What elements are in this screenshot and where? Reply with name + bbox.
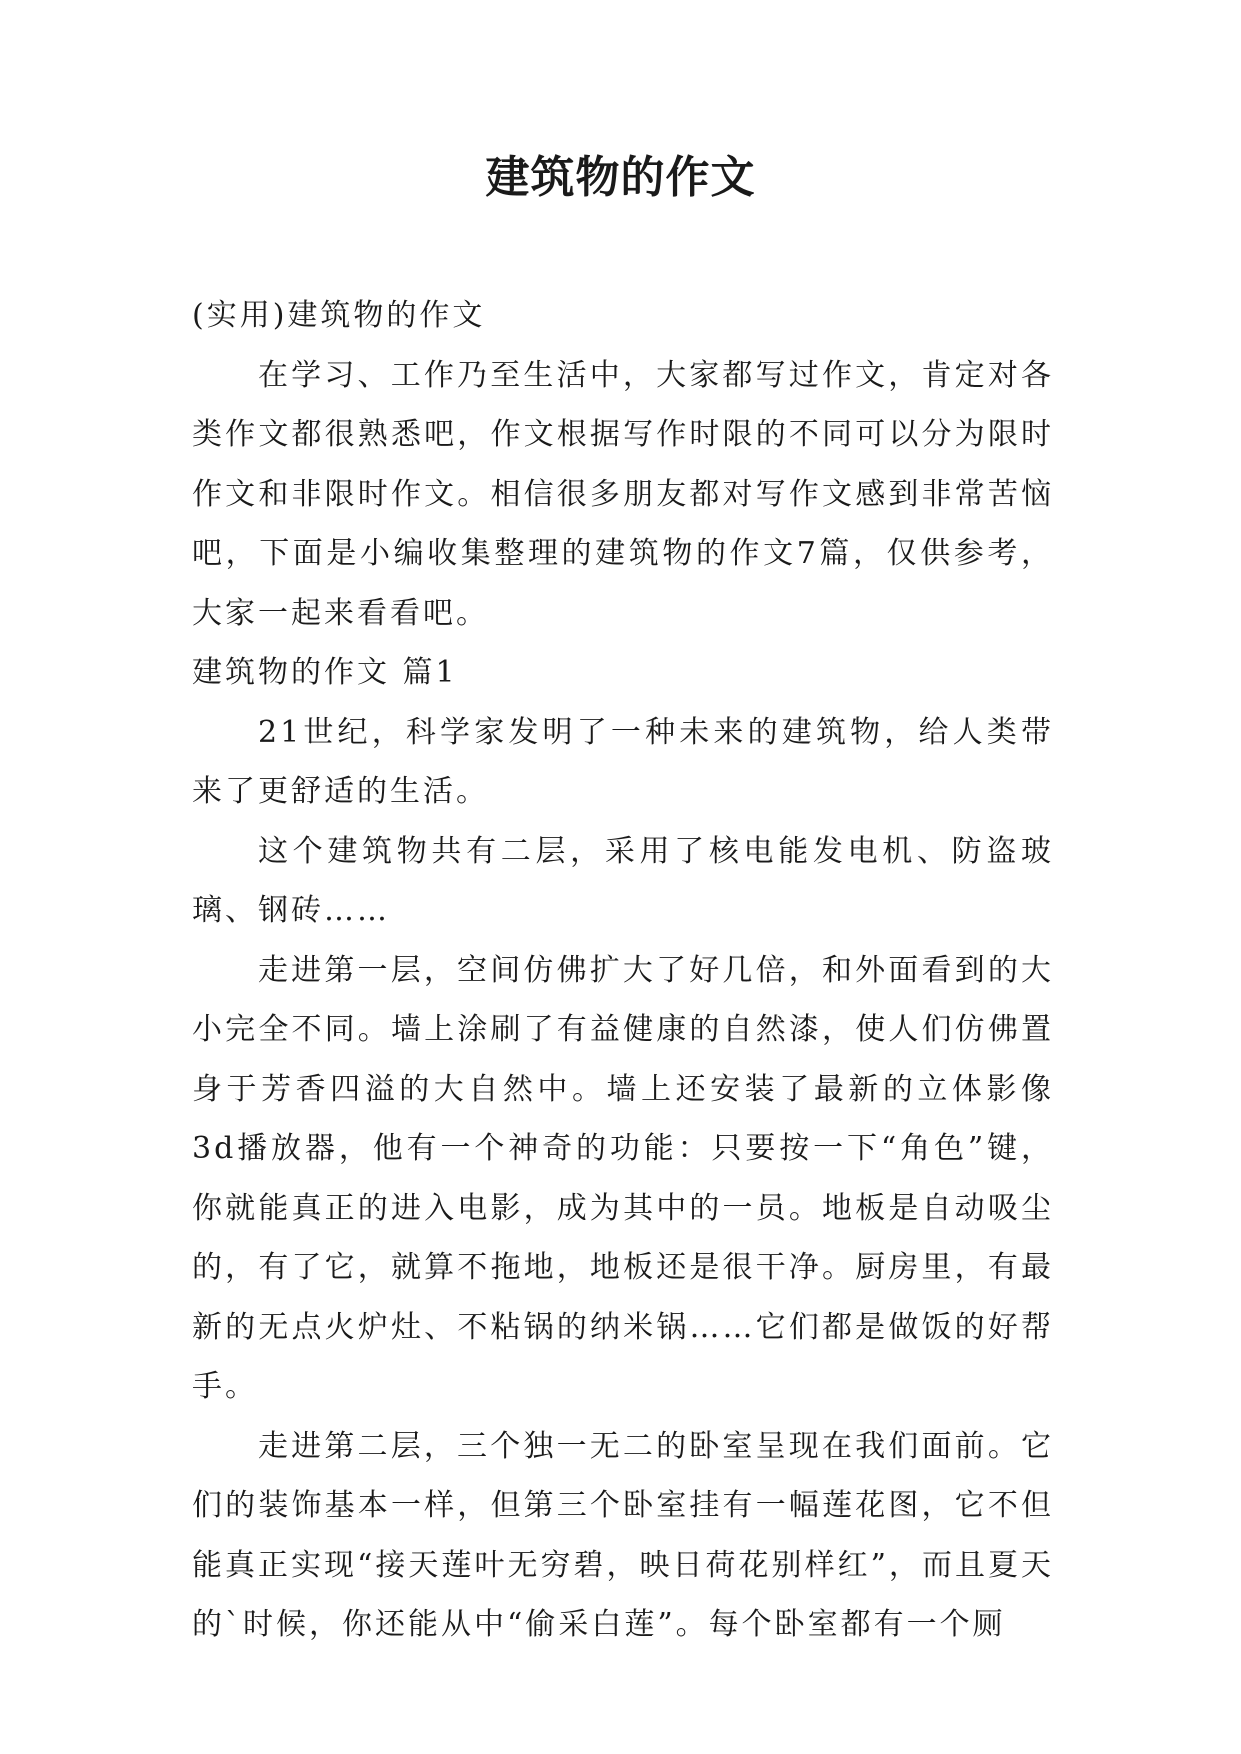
document-body bbox=[192, 286, 1054, 1655]
body-paragraph: 21世纪，科学家发明了一种未来的建筑物，给人类带来了更舒适的生活。 bbox=[192, 714, 1054, 809]
document-title: 建筑物的作文 bbox=[485, 152, 756, 203]
body-paragraph: 走进第一层，空间仿佛扩大了好几倍，和外面看到的大小完全不同。墙上涂刷了有益健康的自然漆，使人们仿佛置身于芳香四溢的大自然中。墙上还安装了最新的立体影像3d播放器，他有一个神奇的功能：只要按一下“角色”键，你就能真正的进入电影，成为其中的一员。地板是自动吸尘的，有了它，就算不拖地，地板还是很干净。厨房里，有最新的无点火炉灶、不粘锅的纳米锅……它们都是做饭的好帮手。 bbox=[192, 952, 1054, 1404]
body-paragraph: 这个建筑物共有二层，采用了核电能发电机、防盗玻璃、钢砖…… bbox=[192, 833, 1054, 928]
subtitle-line: (实用)建筑物的作文 bbox=[192, 298, 486, 333]
body-paragraph: 走进第二层，三个独一无二的卧室呈现在我们面前。它们的装饰基本一样，但第三个卧室挂有一幅莲花图，它不但能真正实现“接天莲叶无穷碧，映日荷花别样红”，而且夏天的`时候，你还能从中“偷采白莲”。每个卧室都有一个厕 bbox=[192, 1428, 1054, 1642]
intro-paragraph: 在学习、工作乃至生活中，大家都写过作文，肯定对各类作文都很熟悉吧，作文根据写作时限的不同可以分为限时作文和非限时作文。相信很多朋友都对写作文感到非常苦恼吧，下面是小编收集整理的建筑物的作文7篇，仅供参考，大家一起来看看吧。 bbox=[192, 357, 1054, 631]
section-heading: 建筑物的作文 篇1 bbox=[192, 655, 458, 690]
